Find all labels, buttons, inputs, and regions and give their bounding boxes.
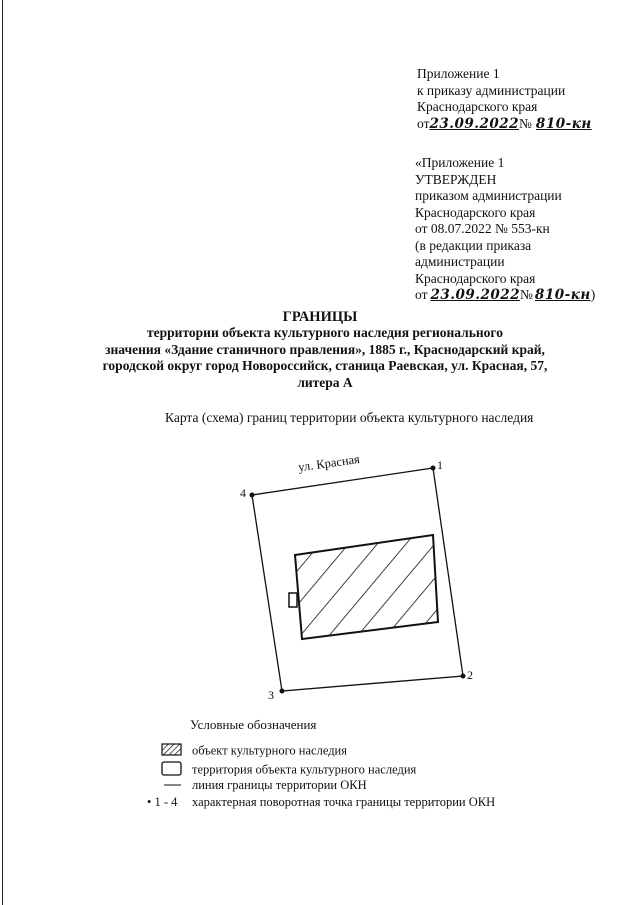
legend-title: Условные обозначения bbox=[190, 717, 317, 732]
legend-text: характерная поворотная точка границы территории ОКН bbox=[192, 795, 496, 809]
approved-line-8: Краснодарского края bbox=[415, 270, 536, 286]
appendix-line-2: к приказу администрации bbox=[417, 82, 566, 98]
boundary-point-1 bbox=[431, 466, 436, 471]
number-prefix: № bbox=[519, 115, 532, 131]
subtitle-line-4: литера А bbox=[297, 374, 353, 390]
point-label-1: 1 bbox=[437, 458, 443, 472]
street-label: ул. Красная bbox=[297, 451, 361, 475]
handwritten-number: 810-кн bbox=[534, 287, 591, 303]
page-left-border bbox=[2, 0, 3, 905]
appendix-line-1: Приложение 1 bbox=[417, 66, 500, 81]
boundary-point-3 bbox=[280, 689, 285, 694]
page-subtitle bbox=[100, 325, 550, 391]
date-prefix: от bbox=[415, 287, 428, 302]
approved-line-7: администрации bbox=[415, 254, 505, 269]
point-range-label: • 1 - 4 bbox=[147, 795, 178, 809]
map-caption: Карта (схема) границ территории объекта культурного наследия bbox=[165, 410, 534, 425]
boundary-map bbox=[230, 445, 490, 710]
handwritten-date: 23.09.2022 bbox=[429, 115, 520, 132]
subtitle-line-2: значения «Здание станичного правления», 1885 г., Краснодарский край, bbox=[105, 341, 545, 357]
boundary-point-4 bbox=[250, 493, 255, 498]
legend-item-point bbox=[147, 795, 495, 810]
hatched-square-icon bbox=[152, 743, 192, 760]
handwritten-date: 23.09.2022 bbox=[430, 287, 521, 303]
page-title: ГРАНИЦЫ bbox=[282, 309, 358, 325]
approved-line-5: от 08.07.2022 № 553-кн bbox=[415, 221, 550, 236]
approved-block bbox=[415, 155, 595, 304]
appendix-date-line bbox=[417, 116, 592, 133]
point-label-2: 2 bbox=[467, 668, 473, 682]
date-prefix: от bbox=[417, 115, 430, 131]
point-label-4: 4 bbox=[240, 486, 246, 500]
subtitle-line-1: территории объекта культурного наследия регионального bbox=[147, 325, 503, 340]
approved-line-6: (в редакции приказа bbox=[415, 237, 532, 253]
legend-item-heritage bbox=[152, 743, 347, 760]
handwritten-number: 810-кн bbox=[535, 115, 592, 132]
legend-text: объект культурного наследия bbox=[192, 743, 347, 758]
legend-text: территория объекта культурного наследия bbox=[192, 762, 417, 777]
line-icon bbox=[152, 779, 192, 794]
boundary-point-2 bbox=[461, 674, 466, 679]
appendix-header bbox=[417, 66, 592, 132]
approved-line-4: Краснодарского края bbox=[415, 204, 536, 220]
legend-item-line bbox=[152, 778, 367, 794]
heritage-object bbox=[289, 535, 438, 639]
subtitle-line-3: городской округ город Новороссийск, станица Раевская, ул. Красная, 57, bbox=[102, 358, 548, 373]
approved-date-line bbox=[415, 287, 595, 304]
number-prefix: № bbox=[520, 287, 533, 302]
appendix-line-3: Краснодарского края bbox=[417, 99, 538, 114]
point-label-3: 3 bbox=[268, 688, 274, 702]
approved-line-1: «Приложение 1 bbox=[415, 155, 505, 170]
approved-line-2: УТВЕРЖДЕН bbox=[415, 171, 497, 187]
legend-text: линия границы территории ОКН bbox=[192, 778, 367, 792]
approved-line-3: приказом администрации bbox=[415, 188, 562, 203]
closing-paren: ) bbox=[590, 287, 596, 302]
